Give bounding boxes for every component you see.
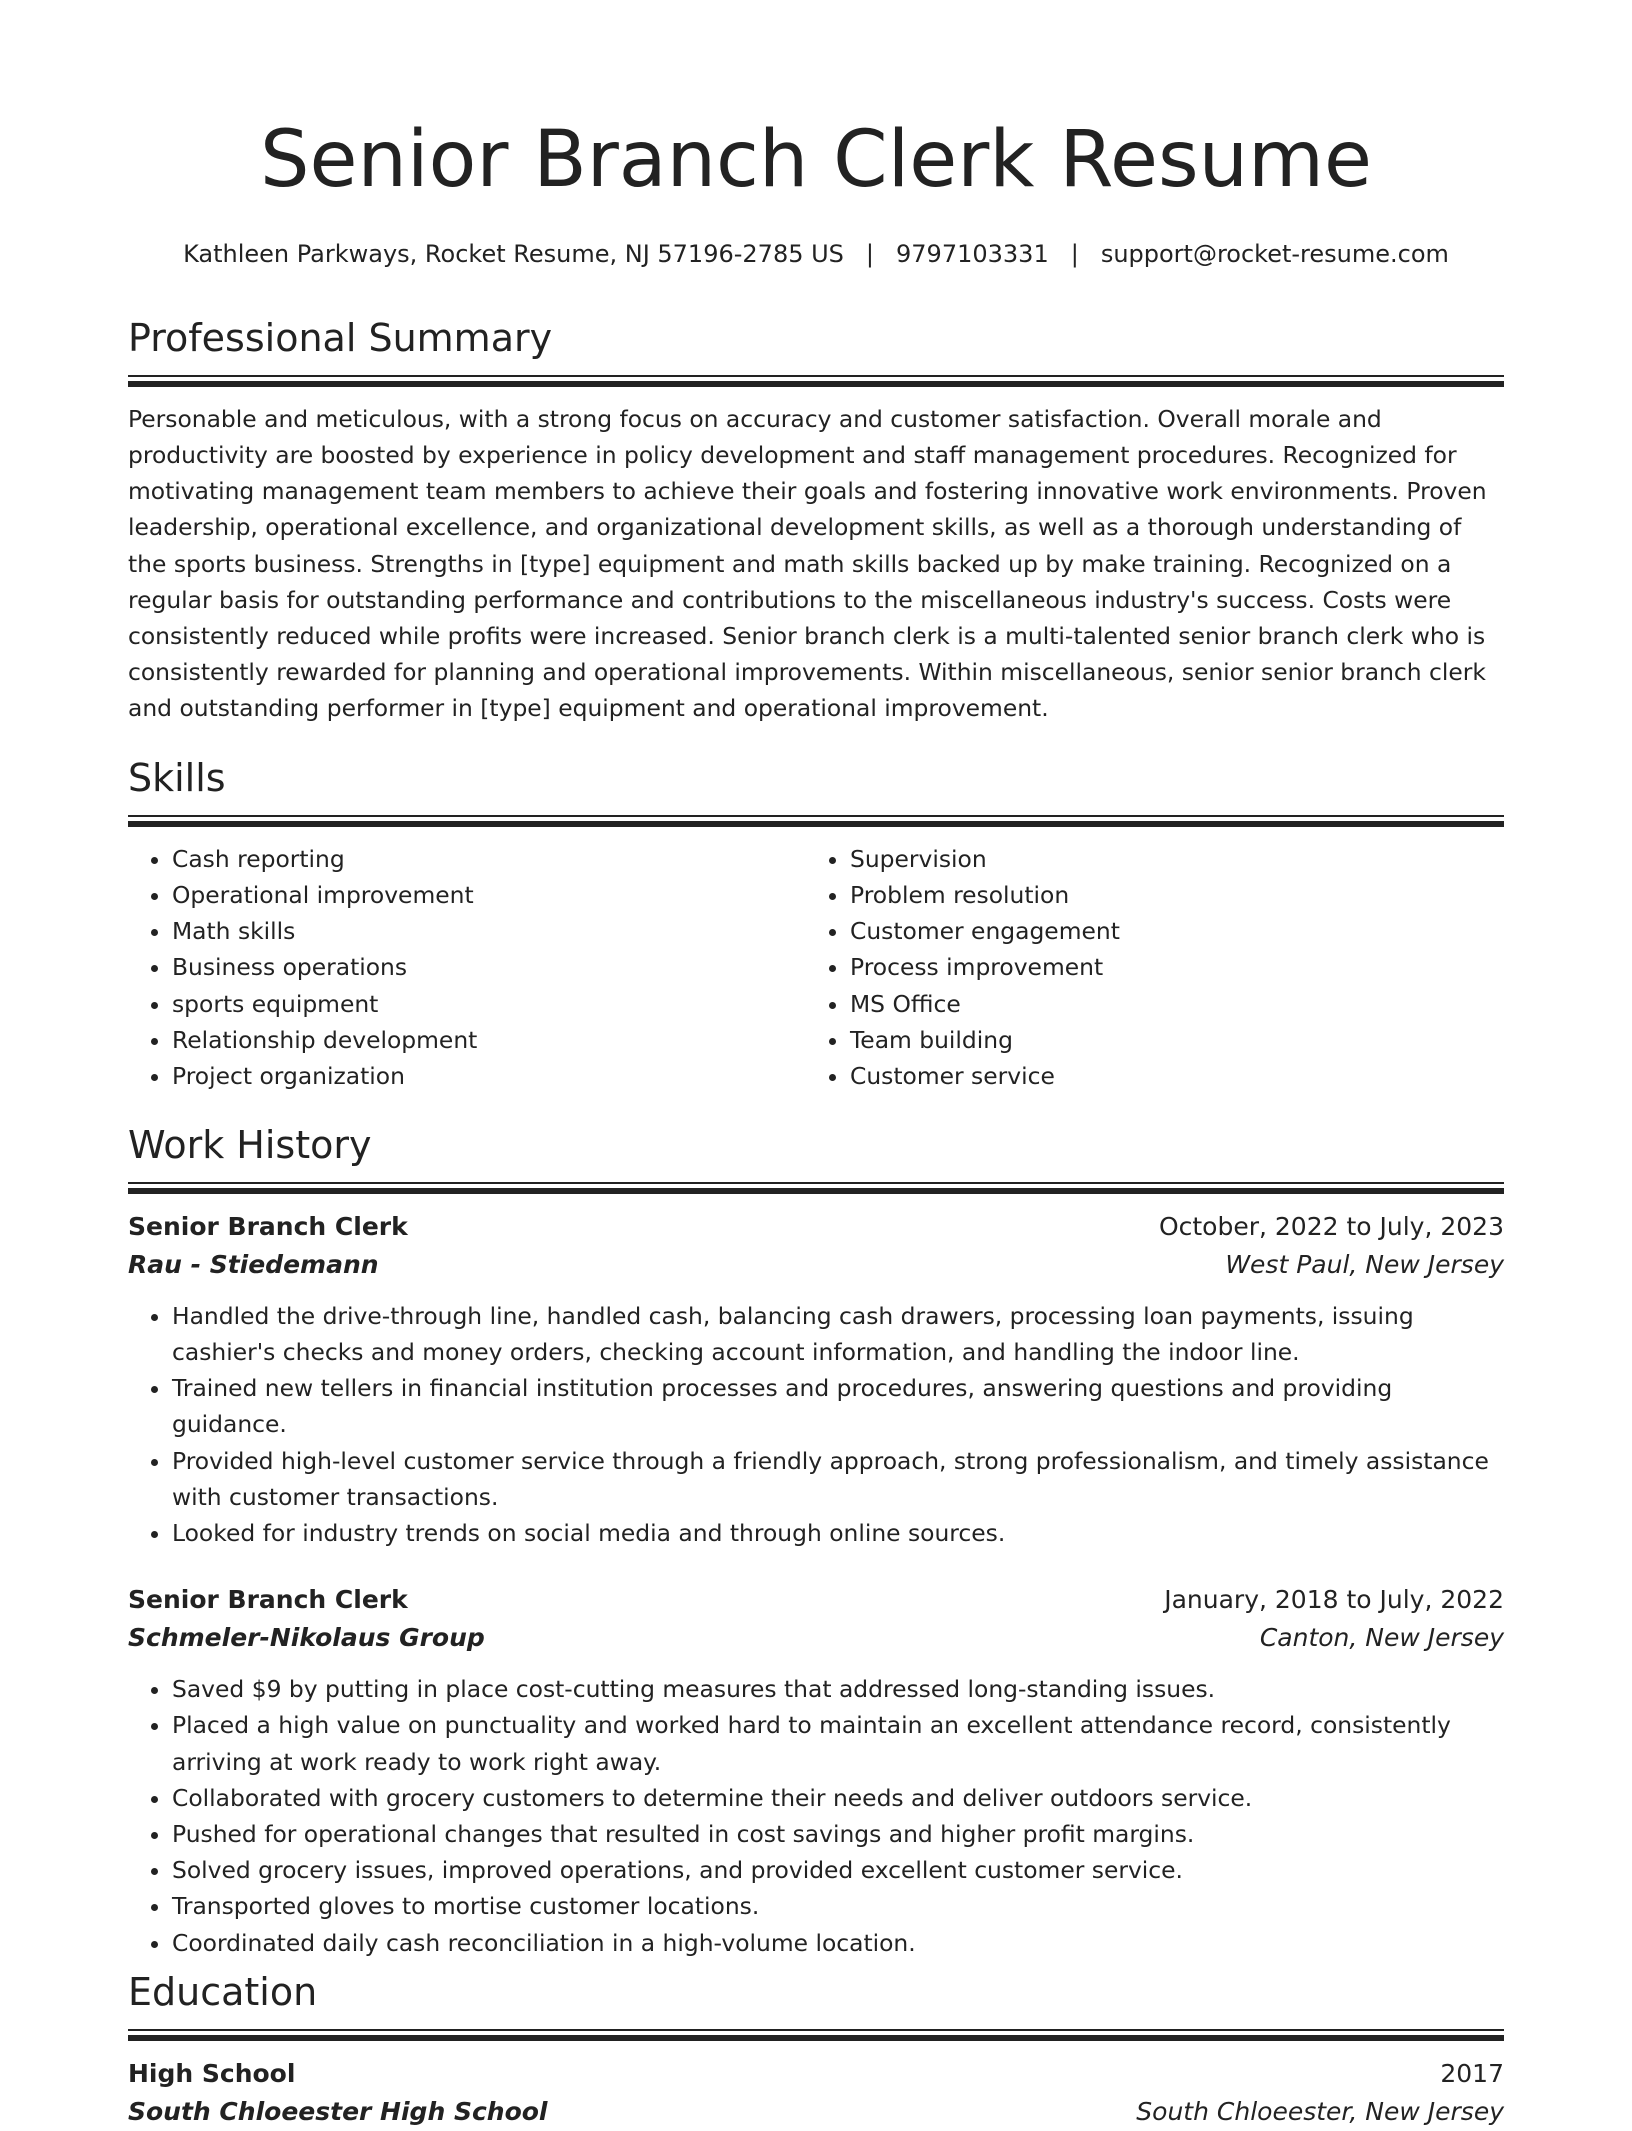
education-header-row (128, 2055, 1504, 2093)
skill-item: • Process improvement (850, 949, 1484, 985)
job-company: Rau - Stiedemann (128, 1249, 379, 1279)
resume-title: Senior Branch Clerk Resume (260, 115, 1372, 205)
education-location: South Chloeester, New Jersey (1136, 2096, 1504, 2126)
summary-heading: Professional Summary (128, 316, 553, 360)
job-bullet: • Trained new tellers in financial institution processes and procedures, answering questions and providing guidance. (172, 1370, 1504, 1442)
skill-item: • Supervision (850, 841, 1484, 877)
job-company-row (128, 1619, 1504, 1657)
job-bullet: • Placed a high value on punctuality and worked hard to maintain an excellent attendance record, consistently arriving at work ready to work right away. (172, 1707, 1504, 1779)
summary-text: Personable and meticulous, with a strong focus on accuracy and customer satisfaction. Overall morale and productivity are boosted by experience in policy development and staff management procedures. Recognized for motivating management team members to achieve their goals and fostering innovative work environments. Proven leadership, operational excellence, and organizational development skills, as well as a thorough understanding of the sports business. Strengths in [type] equipment and math skills backed up by make training. Recognized on a regular basis for outstanding performance and contributions to the miscellaneous industry's success. Costs were consistently reduced while profits were increased. Senior branch clerk is a multi-talented senior branch clerk who is consistently rewarded for planning and operational improvements. Within miscellaneous, senior senior branch clerk and outstanding performer in [type] equipment and operational improvement. (128, 404, 1487, 723)
education-entry (128, 2055, 1504, 2131)
job-dates: October, 2022 to July, 2023 (1158, 1211, 1504, 1241)
education-degree: High School (128, 2058, 296, 2088)
skills-column-left (128, 841, 806, 1094)
contact-separator: | (865, 240, 875, 268)
education-year: 2017 (1440, 2058, 1504, 2088)
skill-item: • Customer service (850, 1058, 1484, 1094)
job-bullet: • Saved $9 by putting in place cost-cutting measures that addressed long-standing issues. (172, 1671, 1504, 1707)
skills-grid (128, 841, 1504, 1094)
skill-item: • sports equipment (172, 986, 806, 1022)
skill-item: • Customer engagement (850, 913, 1484, 949)
job-location: West Paul, New Jersey (1225, 1249, 1504, 1279)
job-entry (128, 1208, 1504, 1551)
job-bullet: • Handled the drive-through line, handled cash, balancing cash drawers, processing loan payments, issuing cashier's checks and money orders, checking account information, and handling the indoor line. (172, 1298, 1504, 1370)
skills-list-left (128, 841, 806, 1094)
skill-item: • Relationship development (172, 1022, 806, 1058)
skill-item: • Cash reporting (172, 841, 806, 877)
contact-phone: 9797103331 (896, 240, 1049, 268)
job-entry (128, 1581, 1504, 1961)
skills-heading: Skills (128, 756, 226, 800)
skill-item: • Project organization (172, 1058, 806, 1094)
education-heading: Education (128, 1970, 318, 2014)
job-bullet: • Looked for industry trends on social media and through online sources. (172, 1515, 1504, 1551)
summary-section (128, 318, 1504, 727)
contact-address: Kathleen Parkways, Rocket Resume, NJ 57196-2785 US (183, 240, 844, 268)
skill-item: • Business operations (172, 949, 806, 985)
skills-section (128, 758, 1504, 1094)
education-section (128, 1972, 1504, 2131)
job-company: Schmeler-Nikolaus Group (128, 1623, 485, 1653)
job-bullet: • Collaborated with grocery customers to determine their needs and deliver outdoors service. (172, 1780, 1504, 1816)
section-divider (128, 2029, 1504, 2041)
section-divider (128, 1182, 1504, 1194)
skills-list-right (806, 841, 1484, 1094)
job-header-row (128, 1208, 1504, 1246)
job-bullets (128, 1298, 1504, 1551)
contact-line (112, 240, 1520, 269)
job-company-row (128, 1246, 1504, 1284)
job-bullet: • Solved grocery issues, improved operations, and provided excellent customer service. (172, 1852, 1504, 1888)
job-title: Senior Branch Clerk (128, 1585, 408, 1615)
job-bullet: • Coordinated daily cash reconciliation in a high-volume location. (172, 1925, 1504, 1961)
job-bullet: • Provided high-level customer service through a friendly approach, strong professionalism, and timely assistance with customer transactions. (172, 1443, 1504, 1515)
job-header-row (128, 1581, 1504, 1619)
job-bullet: • Transported gloves to mortise customer locations. (172, 1888, 1504, 1924)
work-history-heading: Work History (128, 1123, 372, 1167)
skill-item: • Operational improvement (172, 877, 806, 913)
skills-column-right (806, 841, 1484, 1094)
section-divider (128, 375, 1504, 387)
education-school: South Chloeester High School (128, 2096, 548, 2126)
contact-email: support@rocket-resume.com (1100, 240, 1449, 268)
job-title: Senior Branch Clerk (128, 1211, 408, 1241)
section-divider (128, 815, 1504, 827)
work-history-section (128, 1125, 1504, 1961)
skill-item: • Problem resolution (850, 877, 1484, 913)
job-dates: January, 2018 to July, 2022 (1164, 1585, 1504, 1615)
skill-item: • MS Office (850, 986, 1484, 1022)
skill-item: • Team building (850, 1022, 1484, 1058)
job-bullets (128, 1671, 1504, 1961)
contact-separator: | (1070, 240, 1079, 268)
job-bullet: • Pushed for operational changes that resulted in cost savings and higher profit margins. (172, 1816, 1504, 1852)
skill-item: • Math skills (172, 913, 806, 949)
job-location: Canton, New Jersey (1259, 1623, 1504, 1653)
